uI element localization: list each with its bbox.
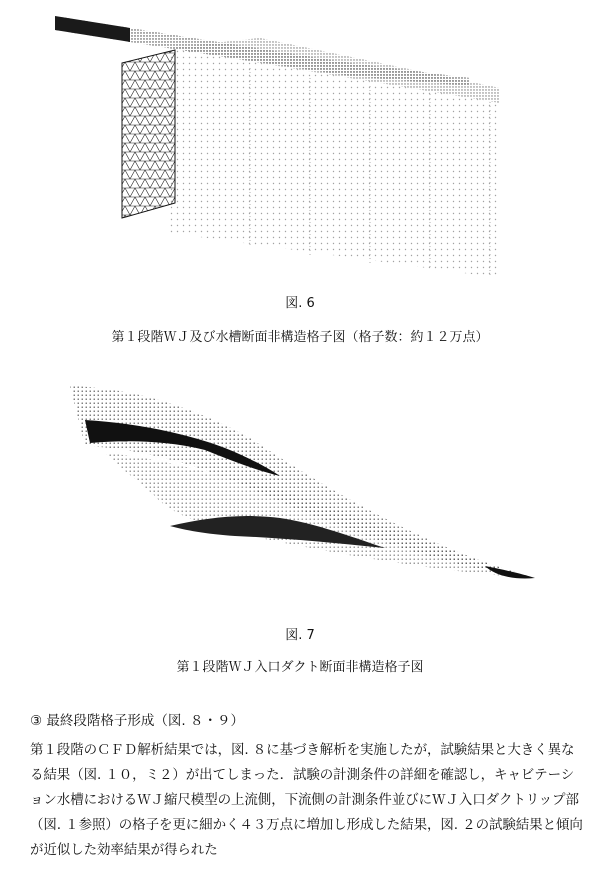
figure-7-caption: 第１段階ＷＪ入口ダクト断面非構造格子図 <box>176 660 424 675</box>
section-heading: ③ 最終段階格子形成（図. ８・９） <box>30 713 244 729</box>
figure-7-mesh-image <box>65 378 545 588</box>
figure-6-caption: 第１段階ＷＪ及び水槽断面非構造格子図（格子数：約１２万点） <box>111 330 489 345</box>
figure-6-mesh-image <box>50 8 510 278</box>
body-paragraph: 第１段階のＣＦＤ解析結果では，図. ８に基づき解析を実施したが，試験結果と大きく異なる結果（図. １０，ミ２）が出てしまった．試験の計測条件の詳細を確認し，キャビテーション水槽におけるＷＪ縮尺模型の上流側，下流側の計測条件並びにＷＪ入口ダクトリップ部（図. １参照）の格子を更に細かく４３万点に増加し形成した結果，図. ２の試験結果と傾向が近似した効率結果が得られた <box>30 742 583 858</box>
figure-6-number: 図. 6 <box>285 296 315 311</box>
figure-7-number: 図. 7 <box>285 628 315 643</box>
